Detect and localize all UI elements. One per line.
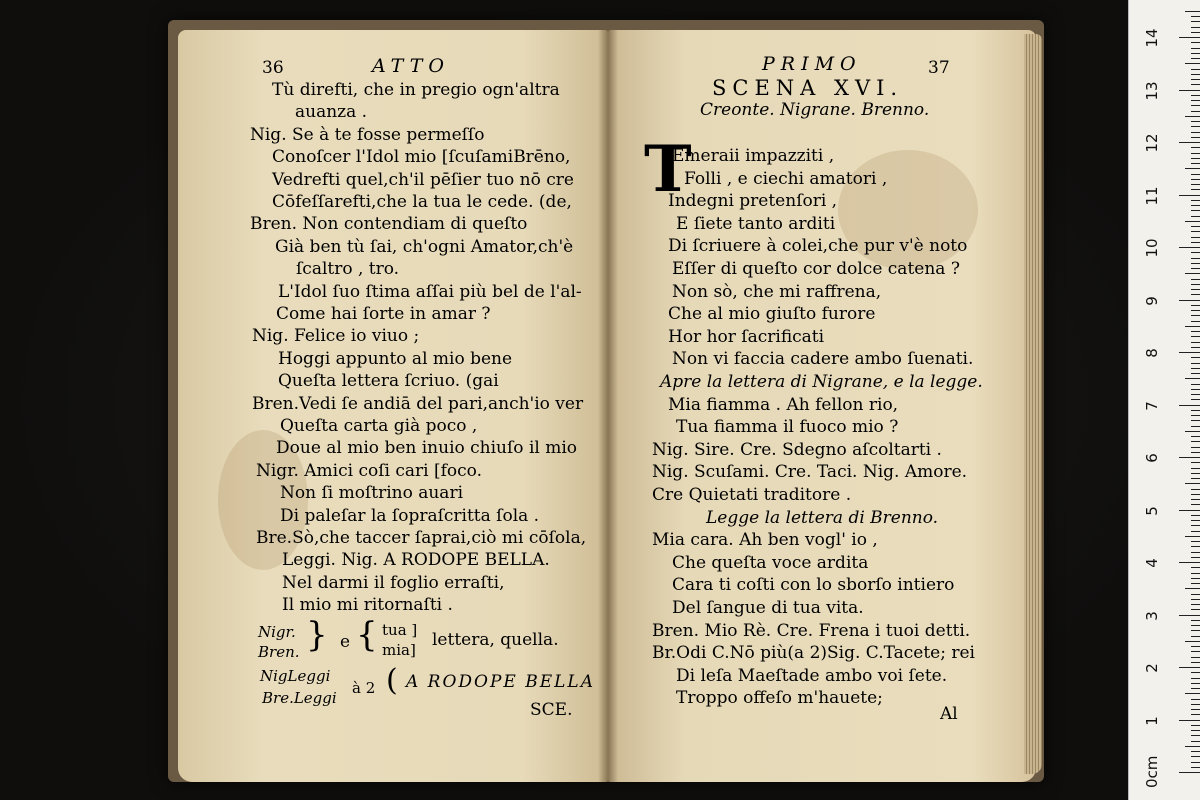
ruler-tick xyxy=(1191,184,1200,185)
ruler-tick xyxy=(1185,116,1200,117)
ruler-tick xyxy=(1191,499,1200,500)
ruler-tick xyxy=(1185,693,1200,694)
page-edges xyxy=(1024,34,1042,774)
ruler-tick xyxy=(1179,615,1200,616)
left-text-line: auanza . xyxy=(295,102,368,123)
ruler-tick xyxy=(1179,457,1200,458)
ruler-tick xyxy=(1191,53,1200,54)
ruler-tick xyxy=(1191,552,1200,553)
right-text-line: Bren. Mio Rè. Cre. Frena i tuoi detti. xyxy=(652,620,971,641)
ruler-tick xyxy=(1191,756,1200,757)
ruler-tick xyxy=(1191,111,1200,112)
ruler-tick xyxy=(1191,462,1200,463)
ruler-tick xyxy=(1191,578,1200,579)
ruler-tick xyxy=(1191,284,1200,285)
left-text-line: Bre.Sò,che taccer ſaprai,ciò mi cōſola, xyxy=(256,528,587,548)
right-text-line: Non sò, che mi raffrena, xyxy=(672,281,882,302)
ruler-tick xyxy=(1185,378,1200,379)
ruler-tick xyxy=(1191,426,1200,427)
ruler-tick xyxy=(1191,420,1200,421)
ruler-tick xyxy=(1191,100,1200,101)
ruler-tick xyxy=(1191,620,1200,621)
ruler-tick xyxy=(1179,772,1200,773)
ruler-tick xyxy=(1191,205,1200,206)
ruler-tick xyxy=(1191,263,1200,264)
ruler-tick xyxy=(1185,168,1200,169)
left-text-line: Hoggi appunto al mio bene xyxy=(278,348,513,369)
ruler-tick xyxy=(1191,137,1200,138)
ruler-tick xyxy=(1191,688,1200,689)
ruler-tick xyxy=(1191,210,1200,211)
left-text-line: Nel darmi il foglio erraſti, xyxy=(282,572,505,593)
ruler-tick xyxy=(1191,126,1200,127)
ruler-label: 11 xyxy=(1143,185,1161,206)
ruler-tick xyxy=(1191,447,1200,448)
ruler-tick xyxy=(1179,562,1200,563)
ruler-tick xyxy=(1191,541,1200,542)
ruler-tick xyxy=(1179,300,1200,301)
ruler-tick xyxy=(1179,510,1200,511)
reading-brace: ( xyxy=(386,663,398,698)
left-text-line: Vedrefti quel,ch'il pēſier tuo nō cre xyxy=(272,169,574,190)
ruler-tick xyxy=(1191,294,1200,295)
duet-word-mia: mia] xyxy=(382,641,416,659)
left-catchword: SCE. xyxy=(530,700,573,720)
scene-characters: Creonte. Nigrane. Brenno. xyxy=(700,100,930,120)
ruler-tick xyxy=(1191,520,1200,521)
right-text-line: Nig. Scuſami. Cre. Taci. Nig. Amore. xyxy=(652,462,968,483)
book-gutter xyxy=(598,30,618,782)
ruler-tick xyxy=(1191,342,1200,343)
ruler-tick xyxy=(1191,546,1200,547)
ruler-tick xyxy=(1191,531,1200,532)
ruler-tick xyxy=(1191,452,1200,453)
left-text-line: L'Idol ſuo ſtima aſſai più bel de l'al- xyxy=(278,281,582,302)
ruler-label: 13 xyxy=(1143,80,1161,101)
reading-text: A RODOPE BELLA xyxy=(406,672,595,692)
ruler-tick xyxy=(1191,436,1200,437)
ruler-tick xyxy=(1191,305,1200,306)
ruler-tick xyxy=(1185,641,1200,642)
left-text-line: Già ben tù ſai, ch'ogni Amator,ch'è xyxy=(275,236,574,257)
reading-a2: à 2 xyxy=(352,679,376,697)
right-text-line: Cre Quietati traditore . xyxy=(652,485,852,505)
ruler-tick xyxy=(1191,384,1200,385)
ruler-tick xyxy=(1191,226,1200,227)
left-text-line: Nig. Se à te fosse permeſſo xyxy=(250,124,485,145)
ruler-tick xyxy=(1191,415,1200,416)
ruler-tick xyxy=(1191,121,1200,122)
ruler-tick xyxy=(1191,583,1200,584)
right-text-line: Indegni pretenſori , xyxy=(668,191,838,212)
drop-cap: T xyxy=(644,132,692,207)
ruler-tick xyxy=(1191,762,1200,763)
right-brace: { xyxy=(356,615,378,655)
ruler-tick xyxy=(1191,630,1200,631)
duet-e: e xyxy=(340,632,351,652)
ruler-tick xyxy=(1191,163,1200,164)
left-running-head: ATTO xyxy=(372,55,450,77)
left-text-line: Come hai ſorte in amar ? xyxy=(276,304,491,324)
ruler-tick xyxy=(1191,678,1200,679)
ruler-tick xyxy=(1191,515,1200,516)
ruler-tick xyxy=(1191,258,1200,259)
right-text-line: Tua fiamma il fuoco mio ? xyxy=(676,417,899,438)
right-text-line: Br.Odi C.Nō più(a 2)Sig. C.Tacete; rei xyxy=(652,643,975,664)
ruler-tick xyxy=(1179,195,1200,196)
left-page-number: 36 xyxy=(262,58,284,78)
ruler-tick xyxy=(1191,21,1200,22)
ruler-label: 2 xyxy=(1143,663,1161,673)
ruler-tick xyxy=(1191,252,1200,253)
ruler-tick xyxy=(1191,58,1200,59)
left-text-line: Leggi. Nig. A RODOPE BELLA. xyxy=(282,550,550,571)
ruler-tick xyxy=(1179,142,1200,143)
left-text-line: Doue al mio ben inuio chiuſo il mio xyxy=(276,438,578,459)
ruler-tick xyxy=(1185,11,1200,12)
ruler-tick xyxy=(1191,42,1200,43)
ruler-label: 3 xyxy=(1143,610,1161,621)
ruler-tick xyxy=(1191,657,1200,658)
ruler-tick xyxy=(1191,368,1200,369)
ruler-tick xyxy=(1191,95,1200,96)
ruler-tick xyxy=(1191,105,1200,106)
ruler-tick xyxy=(1191,599,1200,600)
ruler-tick xyxy=(1191,158,1200,159)
ruler-tick xyxy=(1191,567,1200,568)
ruler-tick xyxy=(1191,609,1200,610)
ruler-tick xyxy=(1179,90,1200,91)
ruler-tick xyxy=(1191,489,1200,490)
ruler-tick xyxy=(1191,147,1200,148)
ruler-tick xyxy=(1191,347,1200,348)
measurement-ruler xyxy=(1128,0,1200,800)
ruler-tick xyxy=(1191,636,1200,637)
right-text-line: Troppo offeſo m'hauete; xyxy=(676,688,883,709)
right-text-line: Che al mio giuſto furore xyxy=(668,304,876,325)
ruler-tick xyxy=(1191,174,1200,175)
ruler-tick xyxy=(1191,48,1200,49)
ruler-tick xyxy=(1191,651,1200,652)
right-text-line: Mia fiamma . Ah fellon rio, xyxy=(668,394,899,415)
ruler-tick xyxy=(1191,646,1200,647)
ruler-tick xyxy=(1191,27,1200,28)
ruler-tick xyxy=(1191,714,1200,715)
ruler-label: 6 xyxy=(1143,453,1161,463)
ruler-tick xyxy=(1191,683,1200,684)
left-text-line: Il mio mi ritornaſti . xyxy=(282,595,453,616)
right-text-line: Del ſangue di tua vita. xyxy=(672,598,864,618)
ruler-tick xyxy=(1191,662,1200,663)
ruler-tick xyxy=(1179,247,1200,248)
ruler-tick xyxy=(1191,189,1200,190)
ruler-tick xyxy=(1191,315,1200,316)
ruler-tick xyxy=(1191,69,1200,70)
duet-tail: lettera, quella. xyxy=(432,630,559,650)
ruler-tick xyxy=(1191,468,1200,469)
ruler-tick xyxy=(1191,179,1200,180)
ruler-label: 9 xyxy=(1143,295,1161,306)
ruler-label: 0cm xyxy=(1143,755,1161,788)
right-text-line: Legge la lettera di Brenno. xyxy=(706,507,939,528)
ruler-tick xyxy=(1191,557,1200,558)
right-text-line: Di leſa Maeſtade ambo voi ſete. xyxy=(676,665,948,686)
ruler-tick xyxy=(1191,153,1200,154)
left-text-line: Nig. Felice io viuo ; xyxy=(252,326,420,347)
left-text-line: Queſta carta già poco , xyxy=(280,416,478,436)
ruler-tick xyxy=(1191,200,1200,201)
ruler-tick xyxy=(1185,431,1200,432)
right-text-line: Di ſcriuere à colei,che pur v'è noto xyxy=(668,236,968,257)
ruler-tick xyxy=(1191,741,1200,742)
ruler-tick xyxy=(1191,389,1200,390)
ruler-tick xyxy=(1191,394,1200,395)
ruler-tick xyxy=(1191,237,1200,238)
right-text-line: Nig. Sire. Cre. Sdegno aſcoltarti . xyxy=(652,439,942,460)
right-text-line: Mia cara. Ah ben vogl' io , xyxy=(652,530,878,551)
reading-name-nig: NigLeggi xyxy=(260,667,331,685)
ruler-tick xyxy=(1191,16,1200,17)
duet-name-bren: Bren. xyxy=(258,643,300,661)
ruler-label: 1 xyxy=(1143,715,1161,726)
left-text-line: Queſta lettera ſcriuo. (gai xyxy=(278,371,499,392)
ruler-tick xyxy=(1191,604,1200,605)
ruler-label: 12 xyxy=(1143,133,1161,153)
ruler-tick xyxy=(1191,525,1200,526)
ruler-tick xyxy=(1191,730,1200,731)
scene-title: SCENA XVI. xyxy=(712,76,904,100)
ruler-tick xyxy=(1191,336,1200,337)
left-text-line: Cōfeſſarefti,che la tua le cede. (de, xyxy=(272,192,572,212)
ruler-tick xyxy=(1191,751,1200,752)
ruler-tick xyxy=(1191,725,1200,726)
ruler-tick xyxy=(1191,625,1200,626)
ruler-tick xyxy=(1191,704,1200,705)
ruler-tick xyxy=(1179,37,1200,38)
ruler-tick xyxy=(1179,352,1200,353)
ruler-tick xyxy=(1191,441,1200,442)
ruler-label: 10 xyxy=(1143,238,1161,258)
right-text-line: Hor hor ſacrificati xyxy=(668,326,825,347)
ruler-tick xyxy=(1179,667,1200,668)
ruler-tick xyxy=(1191,709,1200,710)
ruler-label: 5 xyxy=(1143,505,1161,516)
ruler-tick xyxy=(1191,373,1200,374)
ruler-tick xyxy=(1191,231,1200,232)
ruler-tick xyxy=(1191,357,1200,358)
right-text-line: Non vi faccia cadere ambo ſuenati. xyxy=(672,349,974,370)
ruler-tick xyxy=(1185,273,1200,274)
ruler-tick xyxy=(1191,321,1200,322)
ruler-label: 4 xyxy=(1143,558,1161,568)
ruler-tick xyxy=(1191,279,1200,280)
right-page-number: 37 xyxy=(928,58,950,78)
duet-name-nigr: Nigr. xyxy=(258,623,296,641)
right-running-head: PRIMO xyxy=(762,53,862,75)
left-text-line: Di paleſar la ſopraſcritta ſola . xyxy=(280,505,540,526)
left-text-line: Bren. Non contendiam di queſto xyxy=(250,214,528,235)
left-text-line: Bren.Vedi ſe andiā del pari,anch'io ver xyxy=(252,393,584,414)
ruler-tick xyxy=(1191,478,1200,479)
ruler-tick xyxy=(1191,132,1200,133)
reading-name-bre: Bre.Leggi xyxy=(262,689,337,707)
ruler-tick xyxy=(1185,588,1200,589)
right-text-line: Cara ti coſti con lo sborſo intiero xyxy=(672,575,955,596)
ruler-tick xyxy=(1191,494,1200,495)
ruler-tick xyxy=(1191,504,1200,505)
ruler-tick xyxy=(1191,594,1200,595)
ruler-tick xyxy=(1191,289,1200,290)
ruler-tick xyxy=(1191,268,1200,269)
left-text-line: Nigr. Amici coſi cari [foco. xyxy=(256,460,482,481)
left-text-line: Conoſcer l'Idol mio [ſcuſamiBrēno, xyxy=(272,147,571,168)
ruler-tick xyxy=(1191,473,1200,474)
ruler-tick xyxy=(1191,84,1200,85)
ruler-tick xyxy=(1191,672,1200,673)
ruler-tick xyxy=(1185,746,1200,747)
ruler-tick xyxy=(1191,735,1200,736)
ruler-tick xyxy=(1191,74,1200,75)
left-text-line: Tù direfti, che in pregio ogn'altra xyxy=(272,80,560,100)
right-catchword: Al xyxy=(940,704,958,724)
ruler-label: 7 xyxy=(1143,400,1161,411)
ruler-tick xyxy=(1185,536,1200,537)
ruler-tick xyxy=(1185,483,1200,484)
ruler-tick xyxy=(1191,32,1200,33)
ruler-tick xyxy=(1185,221,1200,222)
ruler-label: 8 xyxy=(1143,348,1161,358)
ruler-tick xyxy=(1191,573,1200,574)
left-brace: } xyxy=(306,615,328,655)
ruler-tick xyxy=(1191,410,1200,411)
right-text-line: E ſiete tanto arditi xyxy=(676,213,836,234)
duet-word-tua: tua ] xyxy=(382,621,418,639)
ruler-tick xyxy=(1185,326,1200,327)
ruler-label: 14 xyxy=(1143,28,1161,48)
right-text-line: Folli , e ciechi amatori , xyxy=(684,168,888,189)
ruler-tick xyxy=(1191,242,1200,243)
left-text-line: Non ſi moſtrino auari xyxy=(280,483,464,504)
ruler-tick xyxy=(1191,79,1200,80)
ruler-tick xyxy=(1191,331,1200,332)
left-text-line: ſcaltro , tro. xyxy=(296,259,400,280)
ruler-tick xyxy=(1185,63,1200,64)
right-text-line: Emeraii impazziti , xyxy=(672,146,835,166)
right-text-line: Apre la lettera di Nigrane, e la legge. xyxy=(660,372,983,392)
ruler-tick xyxy=(1191,363,1200,364)
ruler-tick xyxy=(1191,399,1200,400)
ruler-tick xyxy=(1191,767,1200,768)
ruler-tick xyxy=(1179,720,1200,721)
ruler-tick xyxy=(1191,310,1200,311)
ruler-tick xyxy=(1179,405,1200,406)
right-text-line: Che queſta voce ardita xyxy=(672,552,869,573)
right-text-line: Eſſer di queſto cor dolce catena ? xyxy=(672,259,960,279)
ruler-tick xyxy=(1191,699,1200,700)
ruler-tick xyxy=(1191,216,1200,217)
